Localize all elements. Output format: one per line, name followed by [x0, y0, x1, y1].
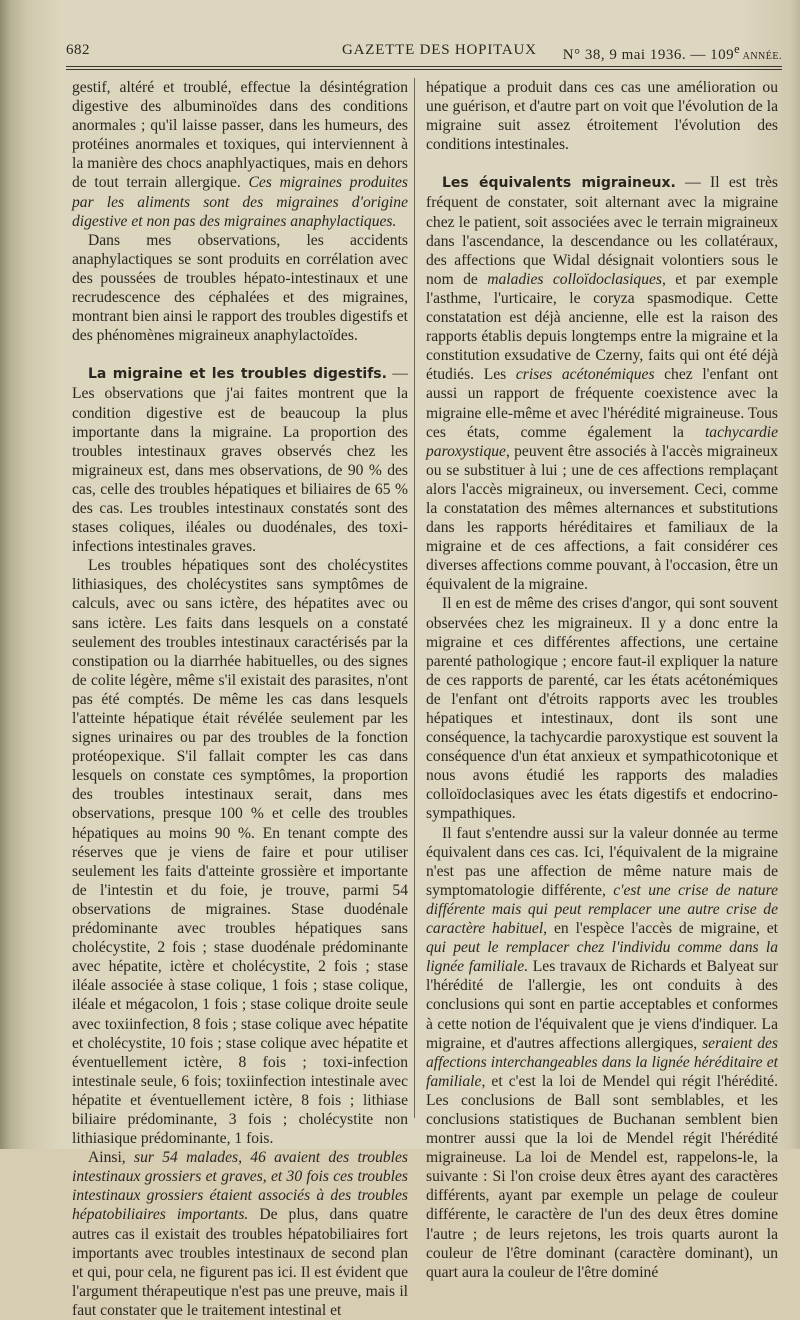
text-run: , en l'espèce l'accès de migraine, et	[543, 920, 778, 938]
italic-run: Ces migraines produites par les aliments sont des migraines d'origine digestive et non pas des migraines anaphylactiques.	[72, 174, 408, 230]
issue-info	[563, 42, 782, 64]
paragraph: Dans mes observations, les accidents anaphylactiques se sont produits en corrélation avec des poussées de troubles hépato-intestinaux et une recrudescence des céphalées et des migraines, montrant bien ainsi le rapport des troubles digestifs et des phénomènes migraineux anaphylactoïdes.	[72, 231, 408, 345]
issue-year-label: ANNÉE.	[740, 51, 782, 62]
journal-title: GAZETTE DES HOPITAUX	[342, 42, 537, 58]
issue-superscript: e	[734, 42, 741, 56]
header-rule	[66, 66, 782, 70]
text-run: Il faut s'entendre aussi sur la valeur donnée au terme équivalent dans ces cas. Ici, l'équivalent de la migraine n'est pas une affection de même nature mais de symptomatologie différente,	[426, 824, 778, 899]
paragraph: hépatique a produit dans ces cas une amélioration ou une guérison, et d'autre part on voit que l'évolution de la migraine suit assez étroitement l'évolution des conditions intestinales.	[426, 79, 778, 154]
text-run: gestif, altéré et troublé, effectue la désintégration digestive des albuminoïdes dans des conditions anormales ; qu'il laisse passer, dans les humeurs, des protéines anormales et toxiques, qui interviennent à la manière des chocs anaphlyactiques, mais en dehors de tout terrain allergique.	[72, 79, 408, 192]
text-run: chez l'enfant ont aussi un rapport de fréquente coexistence avec la migraine elle-même et avec l'hérédité migraineuse. Tous ces états, comme également la	[426, 366, 778, 441]
right-column	[426, 78, 778, 1282]
text-run: — Il est très fréquent de constater, soit alternant avec la migraine chez le patient, soit associées avec le terrain migraineux dans l'ascendance, la descendance ou les collatéraux, des affections que Widal désignait volontiers sous le nom de	[426, 174, 778, 288]
text-run: , peuvent être associés à l'accès migraineux ou se substituer à lui ; une de ces affections remplaçant alors l'accès migraineux, ou inversement. Ceci, comme la constatation des mêmes alternances et substitutions dans les rapports héréditaires et familiaux de la migraine et de ces affections, a fait considérer ces diverses affections comme pouvant, à l'occasion, être un équivalent de la migraine.	[426, 442, 778, 594]
running-header	[66, 36, 782, 63]
paragraph: Il en est de même des crises d'angor, qui sont souvent observées chez les migraineux. Il y a donc entre la migraine et ces différentes affections, une certaine parenté pathologique ; encore faut-il expliquer la nature de ces rapports de parenté, car les états acétonémiques de l'enfant ont d'étroits rapports avec les troubles hépatiques et intestinaux, dont ils sont une conséquence, la tachycardie paroxystique est souvent la conséquence d'un état anxieux et sympathicotonique et nous avons étudié les rapports des maladies colloïdoclasiques avec les états digestifs et endocrino-sympathiques.	[426, 595, 778, 823]
section-paragraph	[426, 173, 778, 594]
text-run: — Les observations que j'ai faites montrent que la condition digestive est de beaucoup la plus importante dans la migraine. La proportion des troubles intestinaux graves observés chez les migraineux est, dans mes observations, de 90 % des cas, celle des troubles hépatiques et biliaires de 65 % des cas. Les troubles intestinaux constatés sont des stases coliques, iléales ou duodénales, des toxi-infections intestinales graves.	[72, 365, 408, 556]
text-run: Les travaux de Richards et Balyeat sur l'hérédité de l'allergie, les ont conduits à des conclusions qui sont en partie acceptables et conformes à cette notion de l'équivalent que je viens d'indiquer. La migraine, et d'autres affections allergiques,	[426, 958, 778, 1052]
section-paragraph	[72, 364, 408, 556]
section-heading: La migraine et les troubles digestifs.	[88, 366, 387, 383]
italic-run: qui peut le remplacer chez l'individu comme dans la lignée familiale.	[426, 939, 778, 976]
column-divider	[414, 78, 415, 1118]
page-number: 682	[66, 42, 90, 58]
italic-run: sur 54 malades, 46 avaient des troubles intestinaux grossiers et graves, et 30 fois ces troubles intestinaux grossiers étaient associés à des troubles hépatobiliaires importants.	[72, 1149, 409, 1224]
paragraph	[72, 78, 408, 231]
italic-run: crises acétonémiques	[515, 366, 655, 384]
left-column	[72, 78, 408, 1320]
issue-date: N° 38, 9 mai 1936. — 109	[562, 47, 735, 63]
paragraph	[72, 1148, 408, 1320]
italic-run: seraient des affections interchangeables dans la lignée héréditaire et familiale	[426, 1034, 778, 1090]
text-run: Ainsi,	[88, 1149, 134, 1167]
section-heading: Les équivalents migraineux.	[442, 175, 676, 192]
text-run: De plus, dans quatre autres cas il existait des troubles hépatobiliaires fort importants avec troubles intestinaux de second plan et qui, pour cela, ne figurent pas ici. Il est évident que l'argument thérapeutique n'est pas une preuve, mais il faut constater que le traitement intestinal et	[72, 1206, 408, 1319]
italic-run: c'est une crise de nature différente mais qui peut remplacer une autre crise de caractère habituel	[426, 881, 778, 938]
italic-run: tachycardie paroxystique	[426, 423, 778, 460]
paragraph: Les troubles hépatiques sont des cholécystites lithiasiques, des cholécystites sans symptômes de calculs, avec ou sans ictère, des hépatites avec ou sans ictère. Les faits dans lesquels on a constaté seulement des troubles intestinaux caractérisés par la constipation ou la diarrhée habituelles, ou des signes de colite légère, même s'il existait des parasites, n'ont pas été comptés. De même les cas dans lesquels l'atteinte hépatique était révélée seulement par les signes urinaires ou par des troubles de la fonction protéopexique. S'il fallait compter les cas dans lesquels on constate ces symptômes, la proportion des troubles intestinaux serait, dans mes observations, presque 100 % et celle des troubles hépatiques au moins 90 %. En tenant compte des réserves que je viens de faire et pour utiliser seulement les faits d'atteinte grossière et importante de l'intestin et du foie, je trouve, parmi 54 observations de migraines. Stase duodénale prédominante avec troubles hépatiques sans cholécystite, 2 fois ; stase duodénale prédominante avec hépatite, ictère et cholécystite, 2 fois ; stase iléale associée à stase colique, 1 fois ; stase colique, iléale et mégacolon, 1 fois ; stase colique droite seule avec toxiinfection, 8 fois ; stase colique avec hépatite et cholécystite, 10 fois ; stase colique avec hépatite et éventuellement ictère, 8 fois ; toxi-infection intestinale seule, 6 fois; toxiinfection intestinale avec hépatite et éventuellement ictère, 8 fois ; lithiase biliaire prédominante, 3 fois ; cholécystite non lithiasique prédominante, 1 fois.	[72, 557, 408, 1148]
text-run: , et par exemple l'asthme, l'urticaire, le coryza spasmodique. Cette constatation est déjà ancienne, elle est la raison des rapports établis depuis longtemps entre la migraine et la constitution exsudative de Czerny, faits qui ont été déjà étudiés. Les	[426, 270, 778, 384]
paragraph	[426, 824, 778, 1282]
italic-run: maladies colloïdoclasiques	[487, 270, 663, 288]
text-run: , et c'est la loi de Mendel qui régit l'hérédité. Les conclusions de Ball sont semblables, et les conclusions statistiques de Buchanan semblent bien montrer aussi que la loi de Mendel régit l'hérédité migraineuse. La loi de Mendel est, rappelons-le, la suivante : Si l'on croise deux êtres ayant des caractères différents, ayant par exemple un pelage de couleur différente, le caractère de l'un des deux êtres domine l'autre ; de leurs rejetons, les trois quarts auront la couleur de l'être dominant (caractère dominant), un quart aura la couleur de l'être dominé	[426, 1072, 778, 1281]
